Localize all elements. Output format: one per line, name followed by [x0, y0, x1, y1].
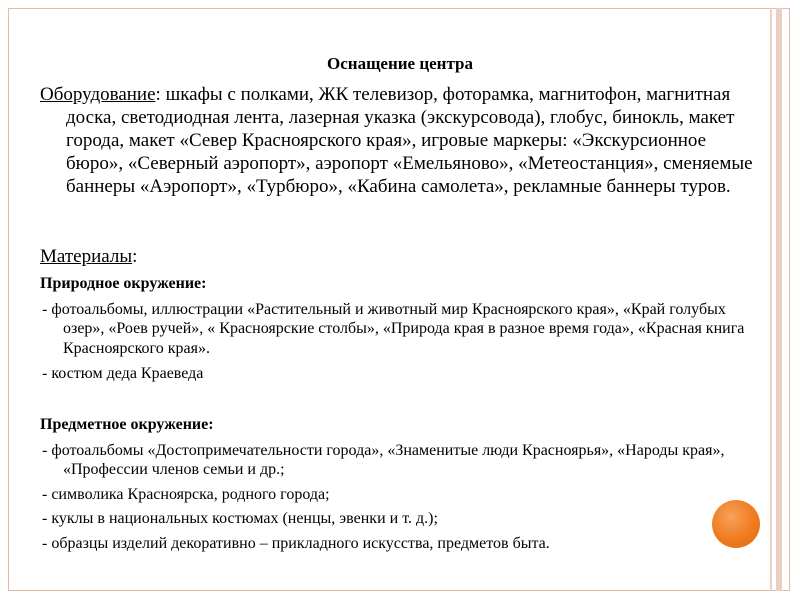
decorative-orange-circle: [712, 500, 760, 548]
object-item-0: - фотоальбомы «Достопримечательности города», «Знаменитые люди Красноярья», «Народы края», «Профессии членов семьи и др.;: [42, 441, 725, 478]
equipment-paragraph: [40, 83, 760, 198]
object-item-2: - куклы в национальных костюмах (ненцы, эвенки и т. д.);: [42, 510, 438, 527]
natural-heading: Природное окружение:: [40, 275, 207, 292]
natural-item-1: - костюм деда Краеведа: [42, 365, 204, 382]
materials-colon: :: [132, 246, 138, 267]
natural-item-0: - фотоальбомы, иллюстрации «Растительный и животный мир Красноярского края», «Край голубых озер», «Роев ручей», « Красноярские столбы», «Природа края в разное время года», «Красная книга Красноярского края».: [42, 300, 745, 357]
equipment-text: шкафы с полками, ЖК телевизор, фоторамка, магнитофон, магнитная доска, светодиодная лента, лазерная указка (экскурсовода), глобус, бинокль, макет города, макет «Север Красноярского края», игровые маркеры: «Экскурсионное бюро», «Северный аэропорт», аэропорт «Емельяново», «Метеостанция», сменяемые баннеры «Аэропорт», «Турбюро», «Кабина самолета», рекламные баннеры туров.: [66, 84, 753, 197]
object-section: [40, 415, 760, 553]
object-item-1: - символика Красноярска, родного города;: [42, 485, 330, 503]
materials-heading: [40, 245, 760, 268]
equipment-text-block: [40, 83, 760, 198]
natural-section: [40, 274, 760, 384]
slide-title: Оснащение центра: [327, 54, 473, 73]
equipment-label: Оборудование: [40, 84, 156, 105]
materials-label: Материалы: [40, 246, 133, 267]
equipment-colon: :: [155, 84, 161, 105]
object-heading: Предметное окружение:: [40, 416, 214, 433]
object-item-3: - образцы изделий декоративно – прикладного искусства, предметов быта.: [42, 534, 550, 552]
